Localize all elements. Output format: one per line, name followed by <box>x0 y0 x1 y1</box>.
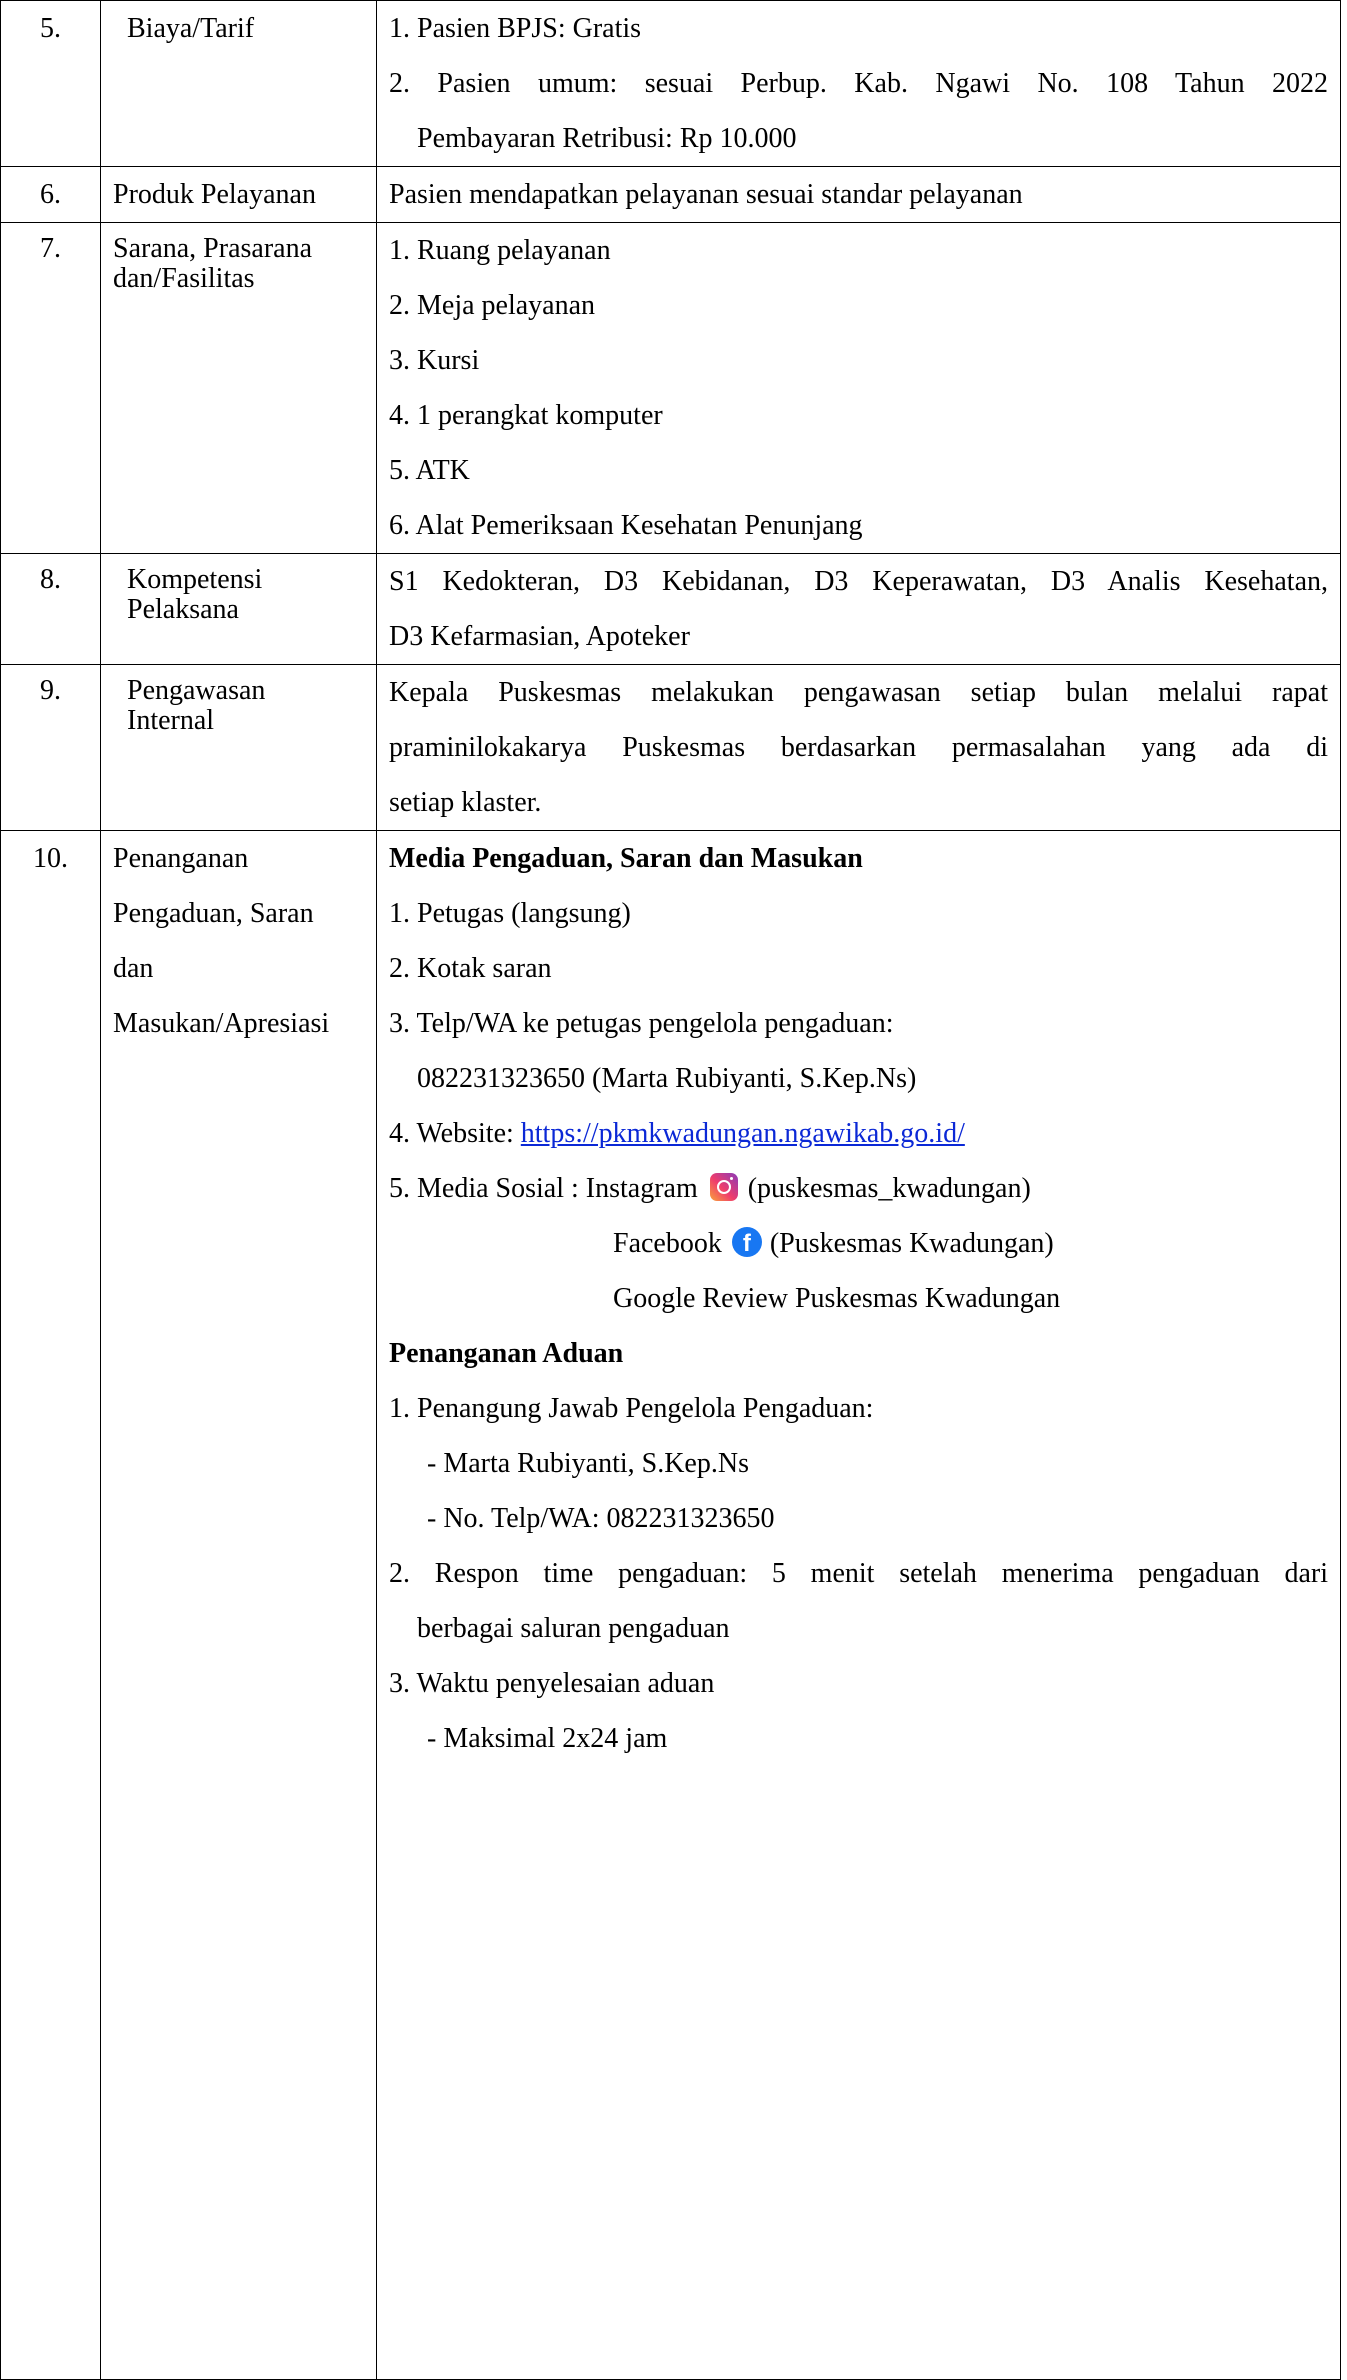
row-label <box>101 223 377 554</box>
website-label: 4. Website: <box>389 1118 521 1149</box>
google-review-item: Google Review Puskesmas Kwadungan <box>613 1283 1061 1314</box>
row-label-text: Pengaduan, Saran <box>113 898 314 929</box>
row-label <box>101 554 377 665</box>
row-label <box>101 1 377 167</box>
list-item: 3. Waktu penyelesaian aduan <box>389 1668 715 1699</box>
row-content <box>377 665 1341 831</box>
list-item-social <box>389 1161 1328 1216</box>
list-item: berbagai saluran pengaduan <box>417 1613 730 1644</box>
section-heading: Penanganan Aduan <box>389 1338 624 1369</box>
list-item: 2. Respon time pengaduan: 5 menit setelah menerima pengaduan dari <box>389 1558 1328 1589</box>
row-number-text: 6. <box>40 179 61 210</box>
phone-contact: 082231323650 (Marta Rubiyanti, S.Kep.Ns) <box>417 1063 917 1094</box>
list-item: 6. Alat Pemeriksaan Kesehatan Penunjang <box>389 510 863 541</box>
list-item: 4. 1 perangkat komputer <box>389 400 663 431</box>
row-label-text: Internal <box>127 705 215 736</box>
list-item: 3. Kursi <box>389 345 480 376</box>
row-label-text: Masukan/Apresiasi <box>113 1008 330 1039</box>
row-label-text: Pengawasan <box>127 675 266 706</box>
sub-list-item: - No. Telp/WA: 082231323650 <box>427 1503 775 1534</box>
list-item: 1. Pasien BPJS: Gratis <box>389 13 642 44</box>
table-row <box>1 1 1341 167</box>
facebook-label: Facebook <box>613 1228 722 1259</box>
row-number-text: 5. <box>40 13 61 44</box>
row-content <box>377 223 1341 554</box>
paragraph-line: setiap klaster. <box>389 787 542 818</box>
table-row <box>1 831 1341 2380</box>
list-item: 2. Meja pelayanan <box>389 290 596 321</box>
list-item: S1 Kedokteran, D3 Kebidanan, D3 Keperawatan, D3 Analis Kesehatan, <box>389 566 1328 597</box>
row-number <box>1 831 101 2380</box>
row-number <box>1 223 101 554</box>
list-item: 3. Telp/WA ke petugas pengelola pengaduan: <box>389 1008 894 1039</box>
list-item: 1. Penangung Jawab Pengelola Pengaduan: <box>389 1393 874 1424</box>
row-label <box>101 167 377 223</box>
paragraph-line: praminilokakarya Puskesmas berdasarkan permasalahan yang ada di <box>389 732 1328 763</box>
section-heading: Media Pengaduan, Saran dan Masukan <box>389 843 863 874</box>
facebook-item <box>389 1216 1328 1271</box>
facebook-handle: (Puskesmas Kwadungan) <box>769 1228 1054 1259</box>
row-number-text: 7. <box>40 233 61 264</box>
row-label-text: dan/Fasilitas <box>113 263 255 294</box>
row-number <box>1 1 101 167</box>
row-label-text: Sarana, Prasarana <box>113 233 313 264</box>
row-content <box>377 554 1341 665</box>
row-label-text: Pelaksana <box>127 594 239 625</box>
facebook-icon: f <box>732 1227 762 1257</box>
instagram-icon <box>710 1173 738 1201</box>
row-label-text: Kompetensi <box>127 564 263 595</box>
row-label-text: dan <box>113 953 154 984</box>
social-label: 5. Media Sosial : Instagram <box>389 1173 698 1204</box>
sub-list-item: - Marta Rubiyanti, S.Kep.Ns <box>427 1448 749 1479</box>
row-content <box>377 167 1341 223</box>
row-number-text: 8. <box>40 564 61 595</box>
row-number <box>1 554 101 665</box>
instagram-handle: (puskesmas_kwadungan) <box>747 1173 1031 1204</box>
row-content <box>377 1 1341 167</box>
list-item-website <box>389 1106 1328 1161</box>
table-row <box>1 167 1341 223</box>
list-item: 5. ATK <box>389 455 470 486</box>
sub-list-item: - Maksimal 2x24 jam <box>427 1723 668 1754</box>
row-number-text: 10. <box>33 843 68 874</box>
row-label-text: Penanganan <box>113 843 249 874</box>
website-link[interactable]: https://pkmkwadungan.ngawikab.go.id/ <box>520 1118 965 1149</box>
list-item: 2. Pasien umum: sesuai Perbup. Kab. Ngawi No. 108 Tahun 2022 <box>389 68 1328 99</box>
list-item: 1. Ruang pelayanan <box>389 235 611 266</box>
row-label <box>101 831 377 2380</box>
list-item: Pembayaran Retribusi: Rp 10.000 <box>417 123 797 154</box>
table-row <box>1 554 1341 665</box>
list-item: Pasien mendapatkan pelayanan sesuai standar pelayanan <box>389 179 1023 210</box>
table-row <box>1 223 1341 554</box>
row-content <box>377 831 1341 2380</box>
paragraph-line: Kepala Puskesmas melakukan pengawasan setiap bulan melalui rapat <box>389 677 1328 708</box>
row-label-text: Produk Pelayanan <box>113 179 316 210</box>
list-item: 1. Petugas (langsung) <box>389 898 631 929</box>
row-number <box>1 665 101 831</box>
list-item: D3 Kefarmasian, Apoteker <box>389 621 690 652</box>
row-number <box>1 167 101 223</box>
table-row <box>1 665 1341 831</box>
row-label-text: Biaya/Tarif <box>127 13 255 44</box>
row-label <box>101 665 377 831</box>
row-number-text: 9. <box>40 675 61 706</box>
list-item: 2. Kotak saran <box>389 953 552 984</box>
